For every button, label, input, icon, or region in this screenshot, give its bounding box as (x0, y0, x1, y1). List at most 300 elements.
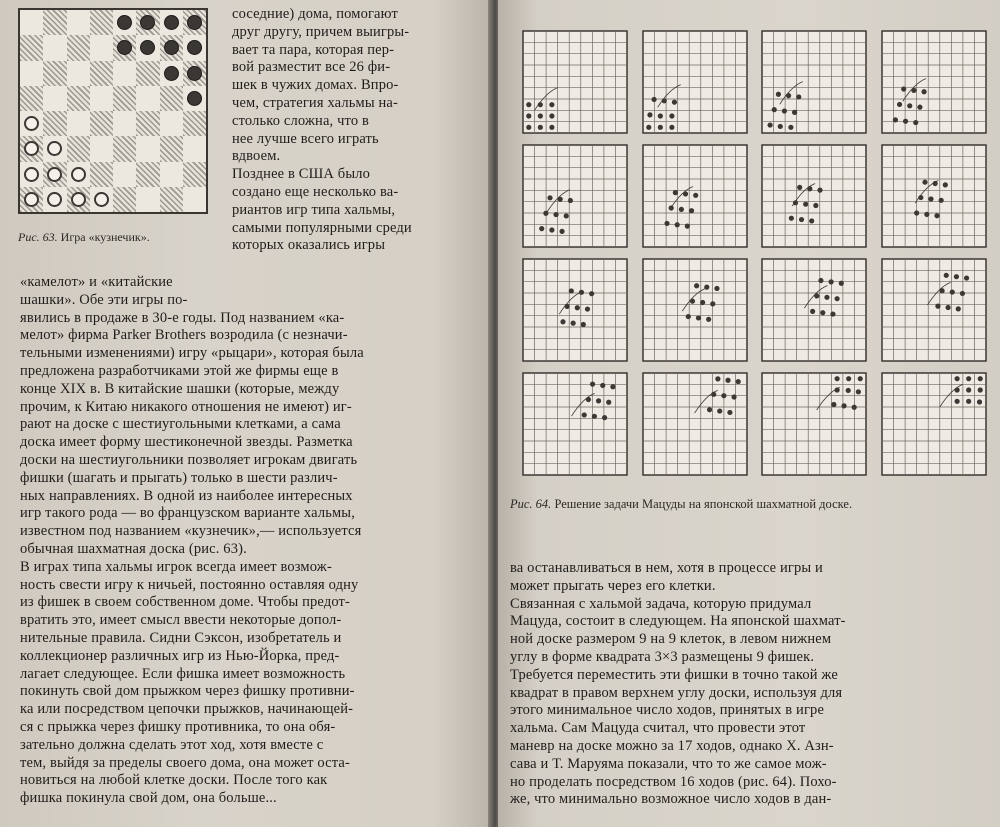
diagram-piece (526, 113, 531, 118)
right-main-text-line: ной доске размером 9 на 9 клеток, в левом нижнем (510, 631, 832, 648)
diagram-piece (942, 182, 947, 187)
diagram-piece (602, 415, 607, 420)
board-square (67, 136, 90, 161)
diagram-piece (684, 224, 689, 229)
board-square (43, 162, 66, 187)
diagram-piece (672, 190, 677, 195)
diagram-piece (538, 113, 543, 118)
diagram-piece (592, 414, 597, 419)
board-square (90, 187, 113, 212)
board-square (20, 136, 43, 161)
right-main-text-line: же, что минимально возможное число ходов в дан- (510, 791, 832, 808)
diagram-piece (792, 110, 797, 115)
diagram-piece (977, 387, 982, 392)
left-top-text-line: риантов игр типа хальмы, (232, 201, 396, 218)
board-square (183, 35, 206, 60)
diagram-piece (694, 283, 699, 288)
board-square (67, 187, 90, 212)
diagram-piece (553, 212, 558, 217)
diagram-piece (902, 119, 907, 124)
board-square (136, 35, 159, 60)
left-main-text-line: доска имеет форму шестиконечной звезды. Разметка (20, 434, 353, 451)
diagram-board-drawing (522, 258, 628, 362)
left-main-text-line: зательно должна сделать этот ход, хотя вместе с (20, 736, 324, 753)
diagram-piece (945, 305, 950, 310)
board-square (113, 136, 136, 161)
black-piece (117, 40, 132, 55)
diagram-piece (564, 213, 569, 218)
diagram-piece (582, 412, 587, 417)
right-main-text-line: Мацуда, состоит в следующем. На японской шахмат- (510, 613, 846, 630)
diagram-piece (810, 309, 815, 314)
left-top-text-line: вой разместит все 26 фи- (232, 59, 391, 76)
left-main-text-line: конце XIX в. В китайские шашки (которые, между (20, 380, 340, 397)
figure-64-caption-label: Рис. 64. (510, 497, 552, 511)
black-piece (187, 15, 202, 30)
diagram-piece (547, 195, 552, 200)
left-main-text-line: тем, выйдя за пределы своего дома, она может оста- (20, 754, 350, 771)
diagram-piece (797, 185, 802, 190)
diagram-piece (924, 212, 929, 217)
left-main-text-line: предложена разработчиками этой же фирмы еще в (20, 362, 339, 379)
figure-63-board (18, 8, 208, 214)
diagram-board (881, 30, 987, 134)
board-square (67, 10, 90, 35)
diagram-piece (803, 202, 808, 207)
diagram-piece (727, 410, 732, 415)
diagram-board-drawing (881, 30, 987, 134)
board-square (183, 162, 206, 187)
diagram-piece (671, 100, 676, 105)
diagram-piece (700, 300, 705, 305)
diagram-piece (560, 319, 565, 324)
board-square (20, 162, 43, 187)
diagram-piece (657, 125, 662, 130)
left-top-text-line: создано еще несколько ва- (232, 183, 399, 200)
black-piece (187, 91, 202, 106)
diagram-piece (717, 408, 722, 413)
board-square (20, 10, 43, 35)
diagram-piece (569, 288, 574, 293)
diagram-piece (767, 122, 772, 127)
diagram-piece (647, 112, 652, 117)
left-main-text-line: ность свести игру к ничьей, постоянно оставляя одну (20, 576, 359, 593)
diagram-board-drawing (522, 372, 628, 476)
diagram-piece (858, 376, 863, 381)
board-square (160, 10, 183, 35)
diagram-piece (788, 125, 793, 130)
diagram-piece (772, 107, 777, 112)
board-square (113, 61, 136, 86)
board-square (160, 86, 183, 111)
diagram-piece (610, 384, 615, 389)
diagram-piece (669, 125, 674, 130)
diagram-piece (917, 105, 922, 110)
diagram-piece (830, 311, 835, 316)
board-square (67, 111, 90, 136)
diagram-board (761, 30, 867, 134)
board-square (160, 35, 183, 60)
board-square (183, 187, 206, 212)
left-top-text-line: соседние) дома, помогают (232, 6, 398, 22)
diagram-board-drawing (522, 30, 628, 134)
left-main-text-line: обычная шахматная доска (рис. 63). (20, 540, 247, 557)
diagram-board-drawing (881, 258, 987, 362)
board-square (43, 136, 66, 161)
diagram-piece (928, 196, 933, 201)
board-square (160, 162, 183, 187)
diagram-piece (818, 278, 823, 283)
diagram-piece (829, 279, 834, 284)
diagram-piece (549, 227, 554, 232)
left-main-text-line: «камелот» и «китайские (20, 274, 173, 290)
board-square (136, 187, 159, 212)
diagram-board-drawing (881, 144, 987, 248)
board-square (136, 111, 159, 136)
diagram-board (881, 258, 987, 362)
diagram-piece (651, 97, 656, 102)
board-square (136, 86, 159, 111)
white-piece (24, 141, 39, 156)
white-piece (94, 192, 109, 207)
left-main-text-line: нительные правила. Сидни Сэксон, изобретатель и (20, 629, 342, 646)
diagram-piece (953, 274, 958, 279)
figure-64-diagrams (522, 30, 992, 476)
diagram-piece (954, 376, 959, 381)
right-main-text-line: квадрат в правом верхнем углу доски, используя для (510, 684, 843, 701)
figure-64-caption (510, 496, 994, 512)
board-square (90, 86, 113, 111)
left-main-text-line: известном под названием «кузнечик»,— используется (20, 523, 362, 540)
board-square (90, 111, 113, 136)
diagram-piece (856, 389, 861, 394)
left-main-text-line: рают на доске с шестиугольными клетками, а сама (20, 416, 341, 433)
diagram-piece (646, 125, 651, 130)
diagram-board (881, 144, 987, 248)
left-top-text-line: вает та пара, которая пер- (232, 41, 395, 58)
right-main-text-line: Требуется переместить эти фишки в точно такой же (510, 666, 838, 683)
left-top-text-line: шек в чужих домах. Впро- (232, 77, 399, 94)
diagram-piece (695, 315, 700, 320)
left-main-text-line: вратить это, имеет смысл ввести некоторые допол- (20, 612, 342, 629)
right-main-text-line: этого минимальное число ходов, принятых в игре (510, 702, 825, 719)
diagram-piece (813, 203, 818, 208)
diagram-piece (669, 113, 674, 118)
diagram-piece (839, 281, 844, 286)
diagram-piece (714, 286, 719, 291)
diagram-piece (568, 198, 573, 203)
diagram-board (642, 372, 748, 476)
diagram-board (522, 258, 628, 362)
diagram-piece (678, 207, 683, 212)
board-square (183, 136, 206, 161)
left-main-text (20, 274, 364, 808)
diagram-piece (892, 117, 897, 122)
diagram-piece (852, 405, 857, 410)
diagram-piece (907, 103, 912, 108)
board-square (67, 61, 90, 86)
diagram-piece (966, 399, 971, 404)
left-page (0, 0, 492, 827)
left-main-text-line: фишка покинула свой дом, она больше... (20, 790, 277, 807)
board-square (90, 61, 113, 86)
diagram-piece (831, 402, 836, 407)
board-square (183, 86, 206, 111)
left-main-text-line: коллекционер различных игр из Нью-Йорка, пред- (20, 647, 340, 664)
diagram-piece (735, 379, 740, 384)
diagram-piece (685, 314, 690, 319)
board-square (90, 35, 113, 60)
diagram-piece (938, 198, 943, 203)
diagram-piece (715, 376, 720, 381)
left-main-text-line: явились в продаже в 30-е годы. Под названием «ка- (20, 309, 345, 326)
diagram-piece (949, 289, 954, 294)
board-square (113, 35, 136, 60)
diagram-piece (966, 387, 971, 392)
diagram-piece (657, 113, 662, 118)
diagram-piece (721, 393, 726, 398)
board-square (20, 86, 43, 111)
diagram-piece (963, 275, 968, 280)
white-piece (24, 167, 39, 182)
diagram-piece (914, 210, 919, 215)
left-main-text-line: ных направлениях. В одной из наиболее интересных (20, 487, 353, 504)
board-square (136, 136, 159, 161)
right-main-text-line: но проделать посредством 16 ходов (рис. 64). Похо- (510, 773, 837, 790)
white-piece (47, 141, 62, 156)
board-square (67, 86, 90, 111)
diagram-piece (706, 317, 711, 322)
board-square (20, 35, 43, 60)
diagram-piece (954, 387, 959, 392)
board-square (43, 86, 66, 111)
right-main-text (510, 560, 846, 809)
left-main-text-line: доски на шестиугольники позволяет игрокам двигать (20, 451, 358, 468)
diagram-piece (955, 306, 960, 311)
diagram-piece (725, 378, 730, 383)
white-piece (24, 192, 39, 207)
diagram-piece (693, 193, 698, 198)
left-main-text-line: прочим, к Китаю никакого отношения не имеют) иг- (20, 398, 352, 415)
board-square (90, 136, 113, 161)
diagram-piece (549, 102, 554, 107)
diagram-piece (789, 216, 794, 221)
board-square (113, 111, 136, 136)
diagram-piece (731, 394, 736, 399)
left-top-text (232, 6, 412, 255)
diagram-board-drawing (642, 30, 748, 134)
diagram-piece (824, 295, 829, 300)
right-main-text-line: углу в форме квадрата 3×3 размещены 9 фишек. (510, 648, 815, 665)
diagram-piece (835, 296, 840, 301)
left-top-text-line: которых оказались игры (232, 237, 386, 254)
right-page (498, 0, 1000, 827)
right-main-text-line: ва останавливаться в нем, хотя в процессе игры и (510, 560, 823, 576)
diagram-piece (954, 399, 959, 404)
black-piece (140, 40, 155, 55)
right-main-text-line: может прыгать через его клетки. (510, 577, 716, 594)
diagram-board (522, 372, 628, 476)
diagram-board-drawing (761, 30, 867, 134)
diagram-piece (600, 383, 605, 388)
board-square (113, 187, 136, 212)
diagram-board-drawing (761, 144, 867, 248)
diagram-board-drawing (522, 144, 628, 248)
board-square (43, 35, 66, 60)
left-main-text-line: фишки (шагать и прыгать) только в шести различ- (20, 469, 338, 486)
diagram-piece (977, 376, 982, 381)
diagram-piece (539, 226, 544, 231)
left-top-text-line: вдвоем. (232, 148, 281, 165)
black-piece (164, 15, 179, 30)
diagram-piece (571, 321, 576, 326)
diagram-piece (688, 208, 693, 213)
left-main-text-line: шашки». Обе эти игры по- (20, 291, 188, 308)
black-piece (140, 15, 155, 30)
left-main-text-line: мелот» фирма Parker Brothers возродила (с незначи- (20, 327, 348, 344)
left-top-text-line: нее лучше всего играть (232, 130, 379, 147)
diagram-piece (585, 306, 590, 311)
diagram-board-drawing (642, 144, 748, 248)
diagram-board (642, 144, 748, 248)
left-top-text-line: столько сложна, что в (232, 112, 370, 129)
diagram-piece (589, 291, 594, 296)
board-square (183, 111, 206, 136)
board-square (113, 10, 136, 35)
diagram-piece (710, 301, 715, 306)
diagram-piece (586, 397, 591, 402)
figure-64-caption-text: Решение задачи Мацуды на японской шахматной доске. (554, 497, 853, 511)
left-main-text-line: В играх типа хальмы игрок всегда имеет возмож- (20, 558, 332, 575)
board-square (20, 187, 43, 212)
board-square (20, 111, 43, 136)
diagram-piece (976, 399, 981, 404)
left-main-text-line: покинуть свой дом прыжком через фишку противни- (20, 683, 355, 700)
diagram-piece (549, 113, 554, 118)
white-piece (71, 167, 86, 182)
diagram-piece (820, 310, 825, 315)
board-square (43, 111, 66, 136)
left-main-text-line: тельными изменениями) игру «рыцари», которая была (20, 345, 364, 362)
board-square (136, 162, 159, 187)
board-square (160, 111, 183, 136)
left-main-text-line: лагает следующее. Если фишка имеет возможность (20, 665, 346, 682)
diagram-piece (966, 376, 971, 381)
diagram-board (522, 144, 628, 248)
board-square (43, 61, 66, 86)
right-main-text-line: маневр на доске можно за 17 ходов, однако Х. Азн- (510, 737, 834, 754)
diagram-board (642, 30, 748, 134)
diagram-piece (581, 322, 586, 327)
diagram-piece (664, 221, 669, 226)
diagram-piece (896, 102, 901, 107)
board-square (43, 187, 66, 212)
board-square (160, 187, 183, 212)
right-main-text-line: Связанная с хальмой задача, которую придумал (510, 595, 812, 612)
left-main-text-line: ка или посредством цепочки прыжков, начинающей- (20, 701, 354, 718)
board-square (136, 10, 159, 35)
diagram-piece (786, 93, 791, 98)
white-piece (47, 167, 62, 182)
diagram-piece (596, 398, 601, 403)
board-square (113, 86, 136, 111)
diagram-piece (934, 213, 939, 218)
left-top-text-line: Позднее в США было (232, 166, 370, 183)
board-square (183, 10, 206, 35)
diagram-piece (943, 273, 948, 278)
board-square (20, 61, 43, 86)
diagram-board-drawing (881, 372, 987, 476)
diagram-piece (565, 304, 570, 309)
diagram-piece (799, 217, 804, 222)
board-square (183, 61, 206, 86)
diagram-piece (606, 400, 611, 405)
figure-63-caption-text: Игра «кузнечик». (60, 230, 150, 244)
diagram-board (761, 372, 867, 476)
diagram-board-drawing (761, 372, 867, 476)
black-piece (164, 40, 179, 55)
board-square (113, 162, 136, 187)
board-square (160, 136, 183, 161)
diagram-board-drawing (642, 258, 748, 362)
board-square (67, 35, 90, 60)
diagram-piece (796, 94, 801, 99)
diagram-piece (549, 125, 554, 130)
black-piece (187, 66, 202, 81)
left-top-text-line: самыми популярными среди (232, 219, 412, 236)
diagram-board-drawing (642, 372, 748, 476)
board-square (90, 10, 113, 35)
left-main-text-line: игр такого рода — во французском варианте хальмы, (20, 505, 355, 522)
diagram-piece (841, 403, 846, 408)
diagram-piece (922, 180, 927, 185)
diagram-piece (921, 89, 926, 94)
diagram-piece (778, 124, 783, 129)
diagram-piece (817, 188, 822, 193)
diagram-piece (807, 186, 812, 191)
board-square (43, 10, 66, 35)
diagram-board (642, 258, 748, 362)
diagram-board (761, 144, 867, 248)
diagram-board (761, 258, 867, 362)
right-main-text-line: хальма. Сам Мацуда считал, что провести этот (510, 720, 806, 737)
diagram-piece (706, 407, 711, 412)
diagram-piece (935, 304, 940, 309)
left-top-text-line: друг другу, причем выигры- (232, 23, 410, 40)
black-piece (164, 66, 179, 81)
diagram-piece (526, 102, 531, 107)
diagram-piece (846, 376, 851, 381)
left-main-text-line: новиться на любой клетке доски. После того как (20, 772, 328, 789)
diagram-board-drawing (761, 258, 867, 362)
white-piece (24, 116, 39, 131)
diagram-piece (526, 125, 531, 130)
board-square (90, 162, 113, 187)
figure-63-caption (18, 230, 218, 245)
left-main-text-line: ся с прыжка через фишку противника, то она обя- (20, 718, 336, 735)
diagram-piece (538, 125, 543, 130)
left-main-text-line: из фишек в своем собственном доме. Чтобы предот- (20, 594, 351, 611)
diagram-piece (782, 108, 787, 113)
diagram-board (522, 30, 628, 134)
diagram-piece (913, 120, 918, 125)
diagram-piece (575, 305, 580, 310)
board-square (160, 61, 183, 86)
figure-63-caption-label: Рис. 63. (18, 230, 58, 244)
diagram-piece (809, 218, 814, 223)
right-main-text-line: сава и Т. Маруяма показали, что то же самое мож- (510, 755, 827, 772)
diagram-piece (590, 382, 595, 387)
